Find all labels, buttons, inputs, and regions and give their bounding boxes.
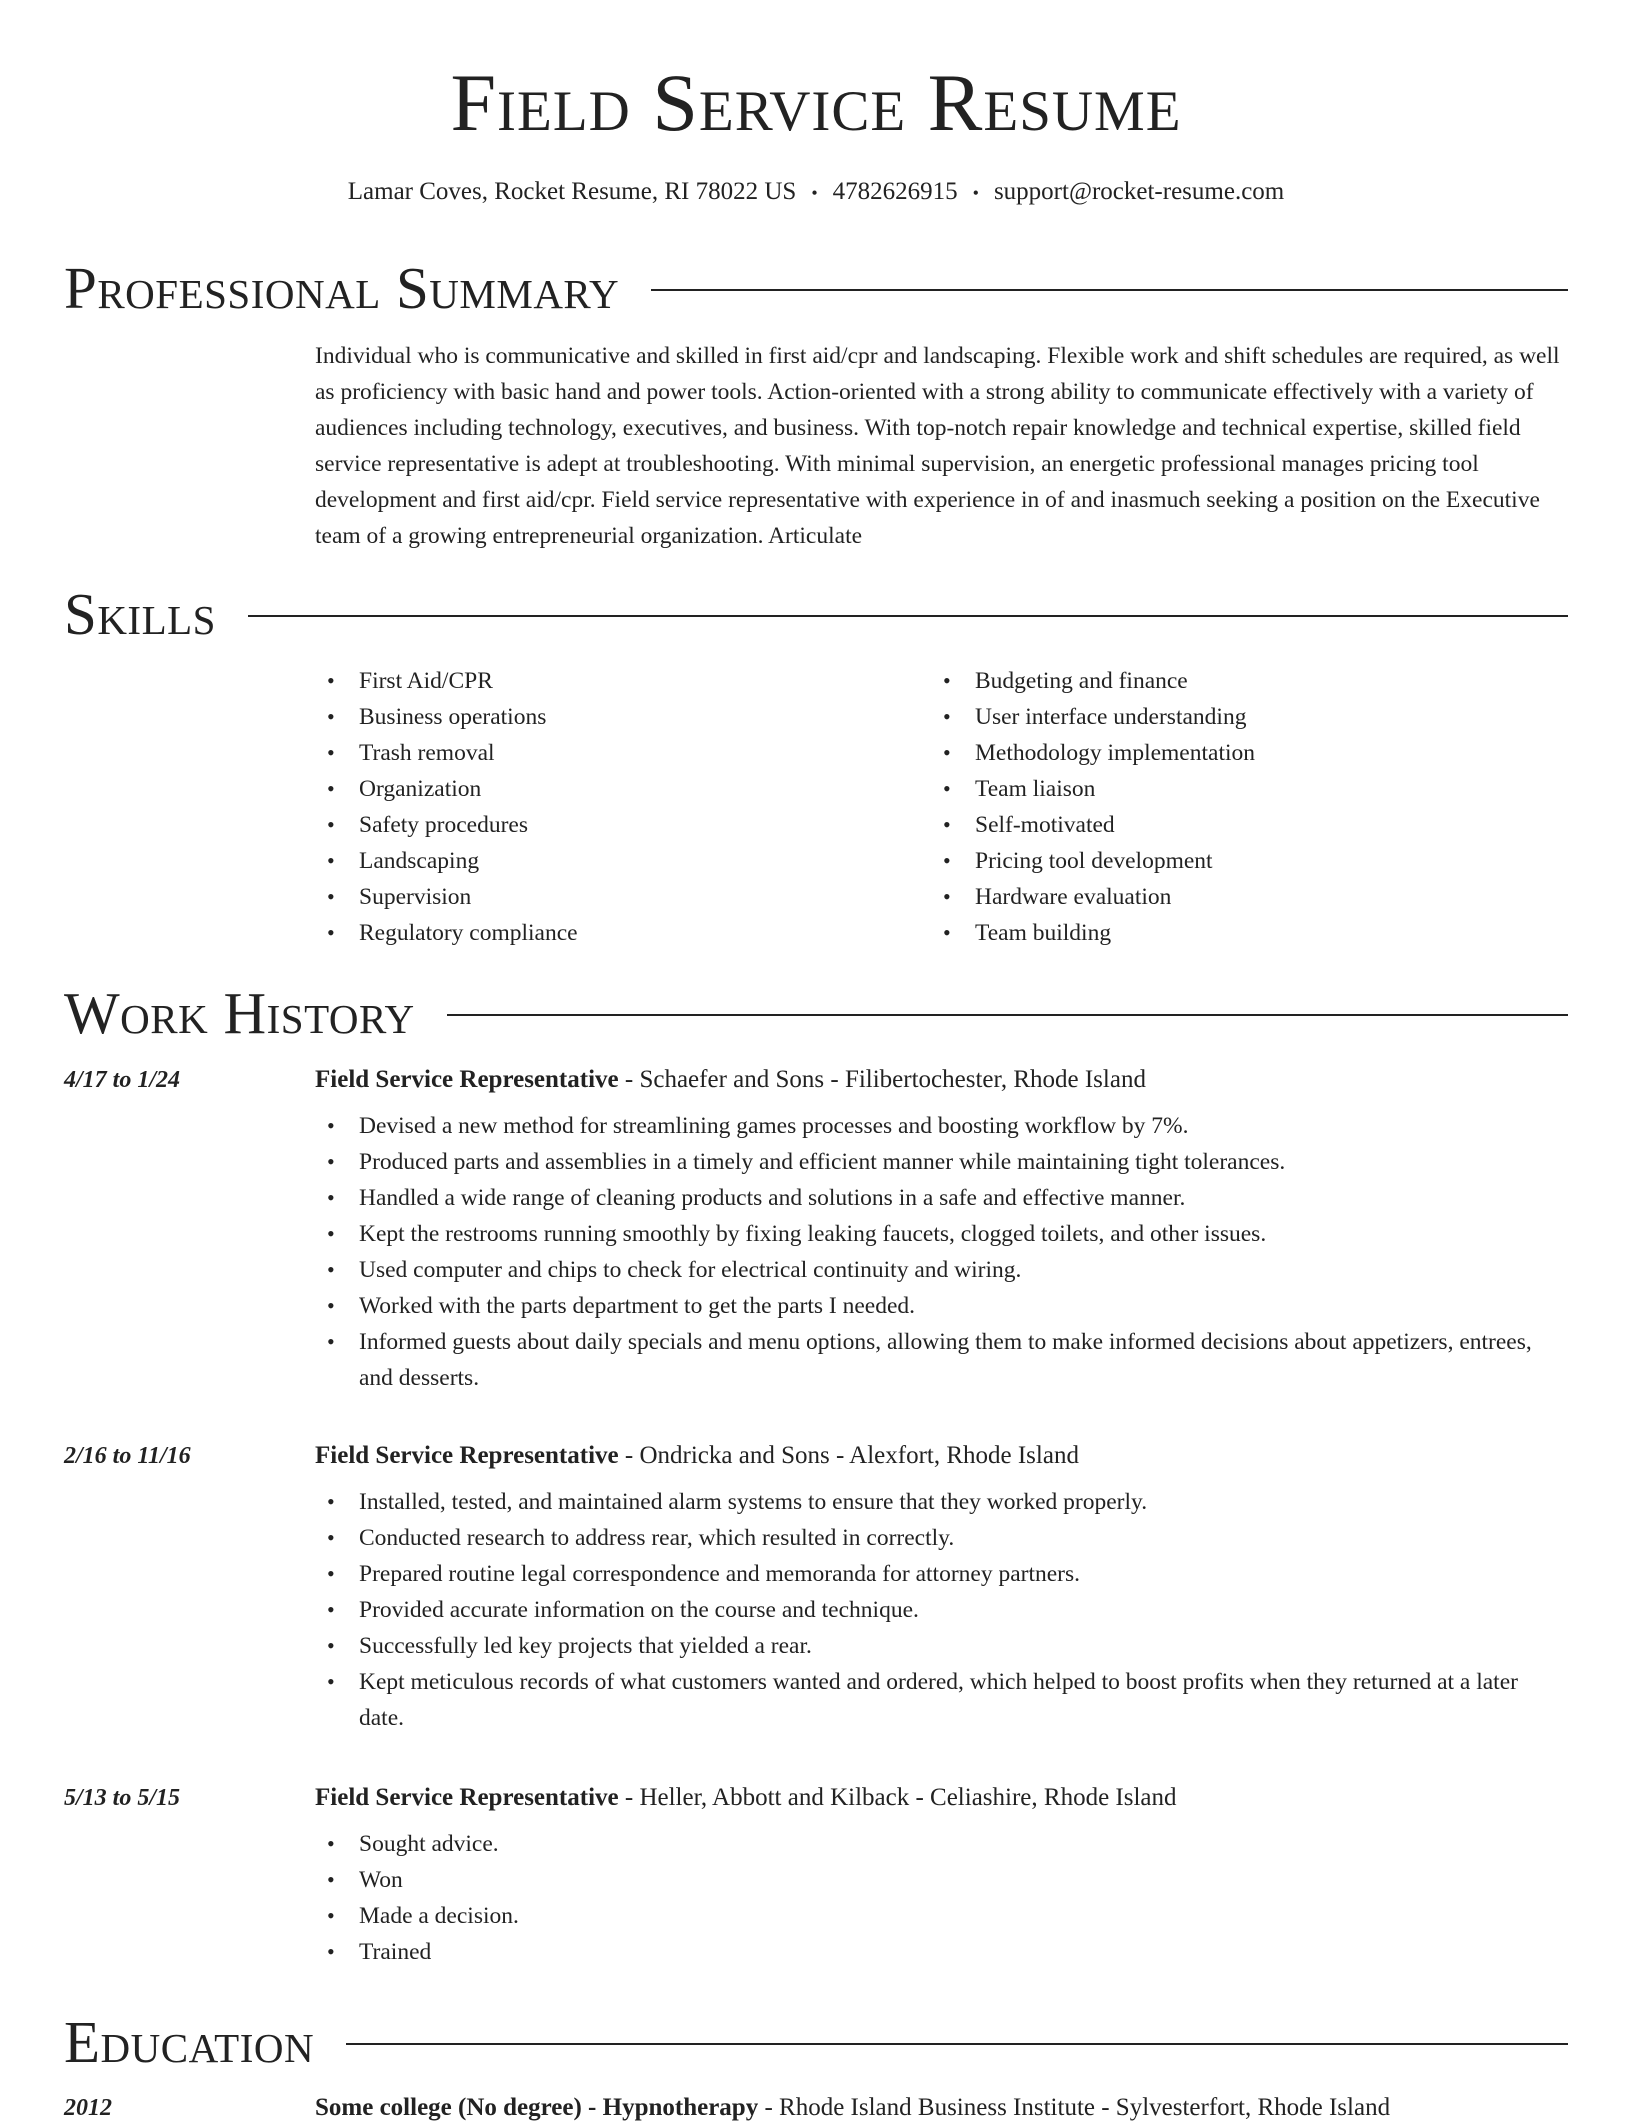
job-entry (64, 1442, 1568, 1736)
job-bullet: • Trained (315, 1934, 1568, 1970)
job-details: - Ondricka and Sons - Alexfort, Rhode Island (618, 1442, 1079, 1469)
section-title-work: Work History (64, 980, 415, 1046)
summary-text: Individual who is communicative and skilled in first aid/cpr and landscaping. Flexible work and shift schedules are required, as well as proficiency with basic hand and power tools. Action-oriented with a strong ability to communicate effectively with a variety of audiences including technology, executives, and business. With top-notch repair knowledge and technical expertise, skilled field service representative is adept at troubleshooting. With minimal supervision, an energetic professional manages pricing tool development and first aid/cpr. Field service representative with experience in of and inasmuch seeking a position on the Executive team of a growing entrepreneurial organization. Articulate (315, 343, 1560, 549)
education-degree: Some college (No degree) - Hypnotherapy (315, 2094, 759, 2121)
section-title-education: Education (64, 2009, 315, 2075)
job-bullets (315, 1108, 1568, 1396)
education-entry (64, 2094, 1568, 2122)
job-bullets (315, 1484, 1568, 1736)
section-education-header (64, 2009, 1568, 2075)
section-divider (447, 1014, 1568, 1016)
job-title: Field Service Representative (315, 1442, 619, 1469)
job-entry (64, 1066, 1568, 1396)
job-bullet: • Provided accurate information on the course and technique. (315, 1592, 1568, 1628)
job-date: 5/13 to 5/15 (64, 1785, 181, 1811)
job-details: - Heller, Abbott and Kilback - Celiashire, Rhode Island (618, 1784, 1177, 1811)
education-date: 2012 (64, 2095, 112, 2121)
job-bullet: • Won (315, 1862, 1568, 1898)
job-bullet: • Installed, tested, and maintained alarm systems to ensure that they worked properly. (315, 1484, 1568, 1520)
skill-item: • Pricing tool development (931, 843, 1547, 879)
contact-phone: 4782626915 (832, 178, 958, 205)
section-title-skills: Skills (64, 581, 216, 647)
job-bullet: • Sought advice. (315, 1826, 1568, 1862)
contact-address: Lamar Coves, Rocket Resume, RI 78022 US (347, 178, 797, 205)
skill-item: • User interface understanding (931, 699, 1547, 735)
skill-item: • Team building (931, 915, 1547, 951)
job-details: - Schaefer and Sons - Filibertochester, Rhode Island (618, 1066, 1146, 1093)
skill-item: • Hardware evaluation (931, 879, 1547, 915)
skill-item: • Methodology implementation (931, 735, 1547, 771)
skill-item: • Regulatory compliance (315, 915, 931, 951)
contact-separator: • (811, 182, 818, 203)
skill-item: • Self-motivated (931, 807, 1547, 843)
skills-list (315, 663, 1568, 951)
education-details: - Rhode Island Business Institute - Sylvesterfort, Rhode Island (758, 2094, 1391, 2121)
contact-separator: • (972, 182, 979, 203)
skill-item: • Business operations (315, 699, 931, 735)
job-bullet: • Prepared routine legal correspondence and memoranda for attorney partners. (315, 1556, 1568, 1592)
skill-item: • First Aid/CPR (315, 663, 931, 699)
resume-title: Field Service Resume (450, 57, 1182, 148)
skill-item: • Organization (315, 771, 931, 807)
skill-item: • Team liaison (931, 771, 1547, 807)
section-title-summary: Professional Summary (64, 255, 620, 321)
skill-item: • Safety procedures (315, 807, 931, 843)
job-title: Field Service Representative (315, 1066, 619, 1093)
education-heading (315, 2094, 1390, 2122)
section-work-header (64, 980, 1568, 1046)
job-bullet: • Conducted research to address rear, which resulted in correctly. (315, 1520, 1568, 1556)
job-bullet: • Kept the restrooms running smoothly by fixing leaking faucets, clogged toilets, and other issues. (315, 1216, 1568, 1252)
job-bullet: • Produced parts and assemblies in a timely and efficient manner while maintaining tight tolerances. (315, 1144, 1568, 1180)
section-divider (651, 289, 1568, 291)
section-divider (346, 2043, 1568, 2045)
skills-column-right (931, 663, 1547, 951)
job-date: 2/16 to 11/16 (64, 1443, 191, 1469)
skill-item: • Supervision (315, 879, 931, 915)
skills-column-left (315, 663, 931, 951)
job-bullet: • Informed guests about daily specials and menu options, allowing them to make informed decisions about appetizers, entrees, and desserts. (315, 1324, 1568, 1396)
section-skills-header (64, 581, 1568, 647)
contact-email: support@rocket-resume.com (993, 178, 1285, 205)
skill-item: • Landscaping (315, 843, 931, 879)
job-bullet: • Successfully led key projects that yielded a rear. (315, 1628, 1568, 1664)
section-divider (248, 615, 1568, 617)
job-bullet: • Worked with the parts department to get the parts I needed. (315, 1288, 1568, 1324)
job-entry (64, 1784, 1568, 1970)
section-summary-header (64, 255, 1568, 321)
skill-item: • Budgeting and finance (931, 663, 1547, 699)
job-bullet: • Handled a wide range of cleaning products and solutions in a safe and effective manner. (315, 1180, 1568, 1216)
job-bullet: • Kept meticulous records of what customers wanted and ordered, which helped to boost profits when they returned at a later date. (315, 1664, 1568, 1736)
job-heading (315, 1442, 1079, 1470)
job-heading (315, 1066, 1146, 1094)
job-bullet: • Made a decision. (315, 1898, 1568, 1934)
skill-item: • Trash removal (315, 735, 931, 771)
job-date: 4/17 to 1/24 (64, 1067, 181, 1093)
job-title: Field Service Representative (315, 1784, 619, 1811)
job-bullet: • Devised a new method for streamlining games processes and boosting workflow by 7%. (315, 1108, 1568, 1144)
contact-line (0, 178, 1632, 206)
job-bullets (315, 1826, 1568, 1970)
job-heading (315, 1784, 1177, 1812)
job-bullet: • Used computer and chips to check for electrical continuity and wiring. (315, 1252, 1568, 1288)
